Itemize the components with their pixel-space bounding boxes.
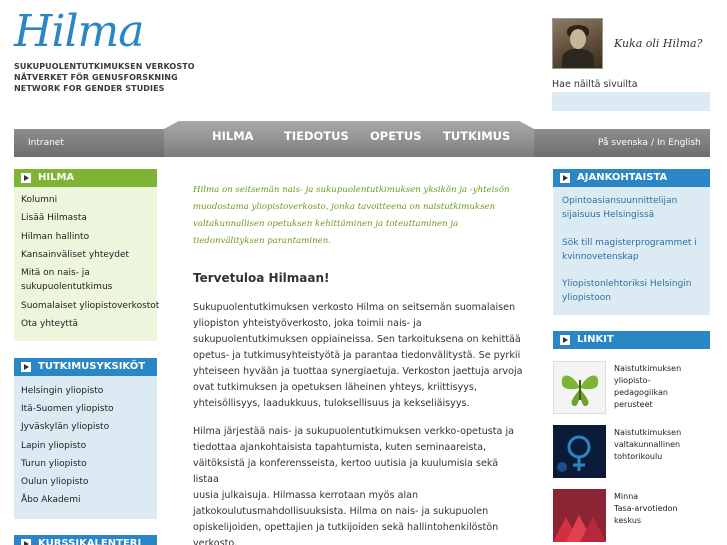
para-line: yhteisöllisyys, laadukkuus, tuloksellisuus ja kekseliäisyys. — [193, 398, 470, 409]
link-line: tohtorikoulu — [614, 452, 663, 461]
nav-hilma[interactable]: HILMA — [212, 129, 254, 143]
link-line: perusteet — [614, 400, 653, 409]
lang-swedish-link[interactable]: På svenska — [598, 138, 648, 148]
paragraph-2 — [193, 424, 523, 545]
tagline — [14, 61, 195, 94]
sidebar-unit-jyvaskyla[interactable]: Jyväskylän yliopisto — [21, 422, 110, 432]
sidebar-units-title: TUTKIMUSYKSIKÖT — [38, 361, 146, 372]
nav-tiedotus[interactable]: TIEDOTUS — [284, 129, 349, 143]
gender-symbol-icon[interactable] — [553, 425, 606, 478]
link-line: keskus — [614, 516, 642, 525]
arrow-right-icon — [560, 173, 570, 183]
sidebar-hilma-title: HILMA — [38, 172, 75, 183]
sidebar-item-hilman-hallinto[interactable]: Hilman hallinto — [21, 232, 90, 242]
sidebar-unit-turku[interactable]: Turun yliopisto — [21, 459, 87, 469]
para-line: uusia julkaisuja. Hilmassa kerrotaan myös alan — [193, 490, 419, 501]
lang-separator: / — [651, 138, 655, 148]
sidebar-item-mita-on-cont[interactable]: sukupuolentutkimus — [21, 282, 113, 292]
arrow-right-icon — [21, 173, 31, 183]
arrow-right-icon — [21, 362, 31, 372]
intro-line: muodostama yliopistoverkosto, jonka tavoitteena on naistutkimuksen — [193, 202, 496, 212]
sidebar-unit-oulu[interactable]: Oulun yliopisto — [21, 477, 89, 487]
news-title: AJANKOHTAISTA — [577, 172, 668, 183]
link-line: Tasa-arvotiedon — [614, 504, 678, 513]
para-line: tiedottaa ajankohtaisista tapahtumista, kuten seminaareista, — [193, 442, 487, 453]
hilma-portrait[interactable] — [552, 18, 603, 69]
link-line: Naistutkimuksen — [614, 364, 682, 373]
sidebar-calendar-title: KURSSIKALENTERI — [38, 538, 142, 545]
news-item[interactable] — [562, 277, 702, 305]
news-line: sijaisuus Helsingissä — [562, 210, 655, 220]
link-line: valtakunnallinen — [614, 440, 681, 449]
para-line: verkosto. — [193, 538, 238, 545]
sidebar-item-kolumni[interactable]: Kolumni — [21, 195, 58, 205]
news-line: Sök till magisterprogrammet i — [562, 238, 697, 248]
sidebar-unit-ita-suomi[interactable]: Itä-Suomen yliopisto — [21, 404, 114, 414]
sidebar-unit-abo[interactable]: Åbo Akademi — [21, 495, 81, 505]
link-line: pedagogiikan — [614, 388, 668, 397]
arrow-right-icon — [21, 539, 31, 545]
link-item-text[interactable] — [614, 427, 710, 463]
intranet-link[interactable]: Intranet — [28, 138, 64, 148]
sidebar-item-lisaa-hilmasta[interactable]: Lisää Hilmasta — [21, 213, 87, 223]
site-logo[interactable]: Hilma — [14, 6, 144, 57]
para-line: yliopiston yhteistyöverkosto, joka toimii nais- ja — [193, 318, 422, 329]
link-line: Naistutkimuksen — [614, 428, 682, 437]
sidebar-calendar-header — [14, 535, 157, 545]
para-line: opetus- ja tutkimusyhteistyötä ja parantaa tiedonvälitystä. Se pyrkii — [193, 350, 521, 361]
news-line: kvinnovetenskap — [562, 252, 639, 262]
sidebar-item-yliopistoverkostot[interactable]: Suomalaiset yliopistoverkostot — [21, 301, 160, 311]
sidebar-item-kansainvaliset[interactable]: Kansainväliset yhteydet — [21, 250, 130, 260]
arrow-right-icon — [560, 335, 570, 345]
sidebar-unit-lappi[interactable]: Lapin yliopisto — [21, 441, 87, 451]
intro-line: tiedonvälityksen parantaminen. — [193, 236, 332, 246]
intro-line: valtakunnallisen opetuksen kehittäminen ja toteuttaminen ja — [193, 219, 459, 229]
lang-english-link[interactable]: In English — [657, 138, 701, 148]
sidebar-hilma-header — [14, 169, 157, 187]
who-was-hilma-link[interactable]: Kuka oli Hilma? — [614, 37, 703, 50]
news-line: Yliopistonlehtoriksi Helsingin — [562, 279, 692, 289]
news-header — [553, 169, 710, 187]
sidebar-item-ota-yhteytta[interactable]: Ota yhteyttä — [21, 319, 78, 329]
link-item-text[interactable] — [614, 363, 710, 411]
sidebar-unit-helsinki[interactable]: Helsingin yliopisto — [21, 386, 104, 396]
intro-line: Hilma on seitsemän nais- ja sukupuolentutkimuksen yksikön ja -yhteisön — [193, 185, 510, 195]
welcome-heading: Tervetuloa Hilmaan! — [193, 271, 330, 285]
links-title: LINKIT — [577, 334, 614, 345]
butterfly-icon[interactable] — [553, 361, 606, 414]
paragraph-1 — [193, 300, 523, 412]
para-line: yhteiseen hyvään ja tuottaa synergiaetuja. Verkoston jaettuja arvoja — [193, 366, 523, 377]
para-line: opiskelijoiden, opettajien ja tutkijoiden sekä hallintohenkilöstön — [193, 522, 499, 533]
minna-logo-icon[interactable] — [553, 489, 606, 542]
para-line: Hilma järjestää nais- ja sukupuolentutkimuksen verkko-opetusta ja — [193, 426, 515, 437]
intro-text — [193, 182, 513, 250]
news-line: yliopistoon — [562, 293, 611, 303]
tagline-line: NÄTVERKET FÖR GENUSFORSKNING — [14, 73, 178, 82]
sidebar-item-mita-on[interactable]: Mitä on nais- ja — [21, 268, 90, 278]
news-item[interactable] — [562, 194, 702, 222]
nav-tutkimus[interactable]: TUTKIMUS — [443, 129, 511, 143]
news-line: Opintoasiansuunnittelijan — [562, 196, 678, 206]
news-item[interactable] — [562, 236, 702, 264]
para-line: jatkokoulutusmahdollisuuksista. Hilma on nais- ja sukupuolen — [193, 506, 489, 517]
link-line: yliopisto- — [614, 376, 651, 385]
para-line: ovat tutkimuksen ja opetuksen läheinen yhteys, kriittisyys, — [193, 382, 477, 393]
link-line: Minna — [614, 492, 639, 501]
para-line: sukupuolentutkimuksen oppiaineissa. Sen tarkoituksena on kehittää — [193, 334, 521, 345]
tagline-line: NETWORK FOR GENDER STUDIES — [14, 84, 165, 93]
search-input[interactable] — [552, 92, 710, 111]
tagline-line: SUKUPUOLENTUTKIMUKSEN VERKOSTO — [14, 62, 195, 71]
para-line: Sukupuolentutkimuksen verkosto Hilma on seitsemän suomalaisen — [193, 302, 516, 313]
sidebar-units-header — [14, 358, 157, 376]
search-label: Hae näiltä sivuilta — [552, 79, 638, 90]
nav-opetus[interactable]: OPETUS — [370, 129, 422, 143]
para-line: väitöksistä ja konferensseista, kertoo uutisia ja kuulumisia sekä listaa — [193, 458, 499, 485]
links-header — [553, 331, 710, 349]
link-item-text[interactable] — [614, 491, 710, 527]
